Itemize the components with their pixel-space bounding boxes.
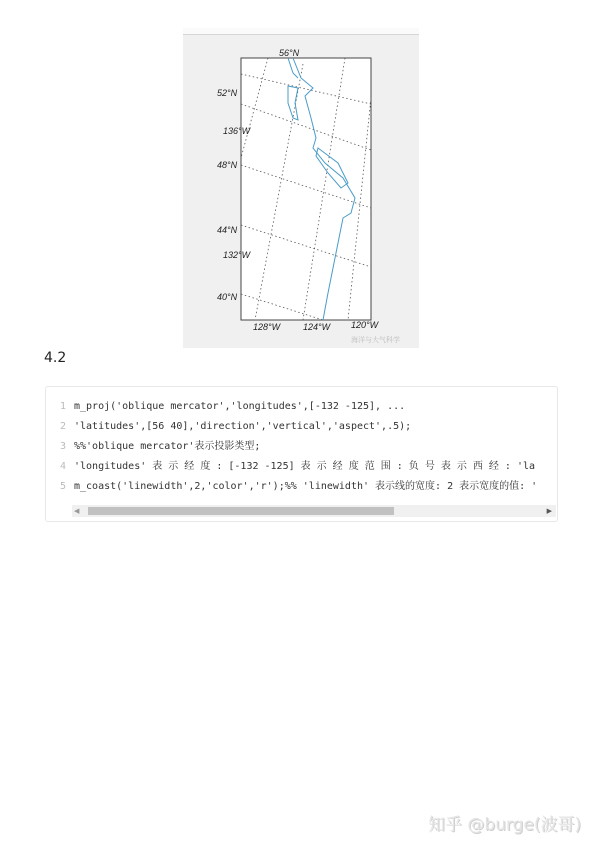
code-block[interactable] <box>45 386 558 522</box>
code-text: 'longitudes' 表 示 经 度 : [-132 -125] 表 示 经 度 范 围 : 负 号 表 示 西 经 : 'la <box>74 461 536 472</box>
lat-label: 44°N <box>217 225 238 235</box>
scroll-left-icon[interactable]: ◀ <box>74 507 80 515</box>
lat-label: 48°N <box>217 160 238 170</box>
map-figure <box>183 28 419 348</box>
scroll-right-icon[interactable]: ▶ <box>546 507 552 515</box>
scrollbar-thumb[interactable] <box>88 507 394 515</box>
code-line <box>46 398 405 416</box>
horizontal-scrollbar[interactable] <box>72 505 556 517</box>
code-text: m_proj('oblique mercator','longitudes',[-132 -125], ... <box>74 401 406 412</box>
code-text: m_coast('linewidth',2,'color','r');%% 'linewidth' 表示线的宽度: 2 表示宽度的值: ' <box>74 481 538 492</box>
line-number: 5 <box>59 481 66 492</box>
lon-label: 128°W <box>253 322 281 332</box>
lon-label: 136°W <box>223 126 251 136</box>
lon-label: 120°W <box>351 320 379 330</box>
line-number: 2 <box>59 421 66 432</box>
lat-label: 56°N <box>279 48 300 58</box>
section-title: 4.2 <box>44 350 67 366</box>
code-line <box>46 418 411 436</box>
map-plot <box>183 28 419 348</box>
code-line <box>46 458 535 476</box>
line-number: 1 <box>59 401 66 412</box>
lat-label: 52°N <box>217 88 238 98</box>
code-line <box>46 478 537 496</box>
lon-label: 124°W <box>303 322 331 332</box>
code-text: %%'oblique mercator'表示投影类型; <box>74 441 261 452</box>
lat-label: 40°N <box>217 292 238 302</box>
code-line <box>46 438 260 456</box>
figure-watermark: 海洋与大气科学 <box>351 336 400 344</box>
lon-label: 132°W <box>223 250 251 260</box>
page-watermark: 知乎 @burge(波哥) <box>428 815 582 835</box>
line-number: 4 <box>59 461 66 472</box>
line-number: 3 <box>59 441 66 452</box>
code-text: 'latitudes',[56 40],'direction','vertical','aspect',.5); <box>74 421 412 432</box>
